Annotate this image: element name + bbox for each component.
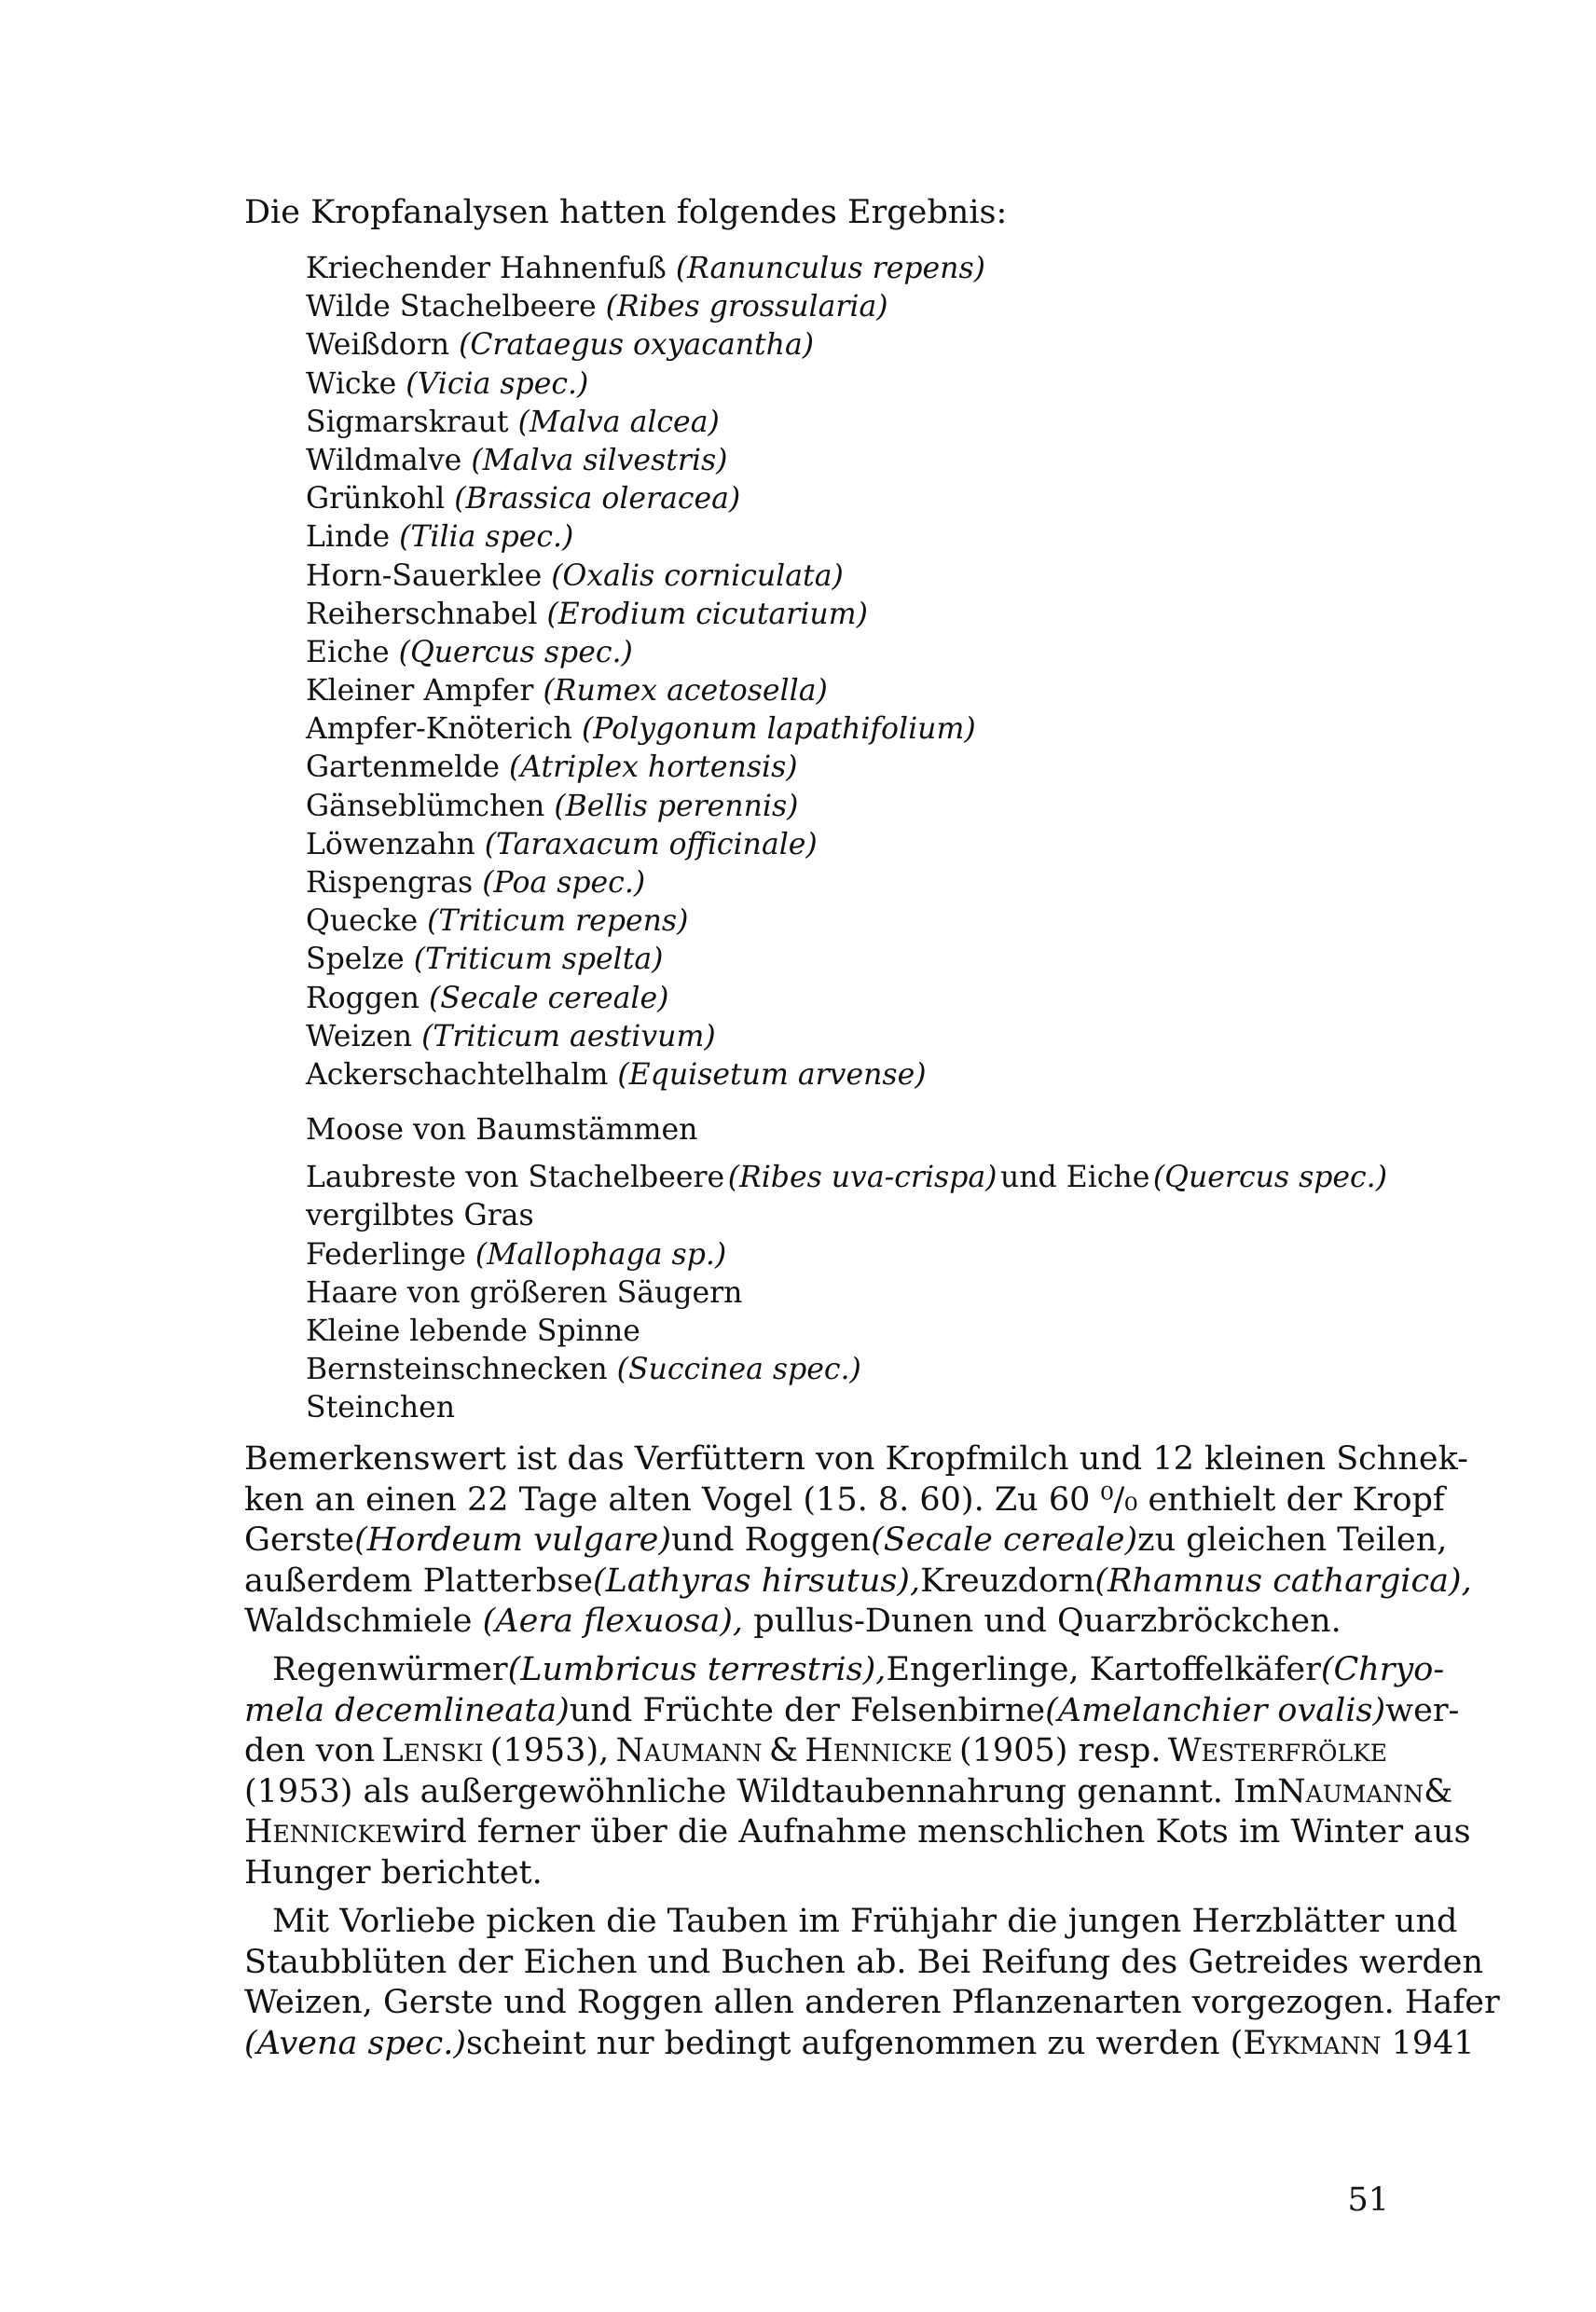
- plant-common-name: Ackerschachtelhalm: [306, 1057, 609, 1092]
- scientific-name: mela decemlineata): [244, 1691, 570, 1729]
- plant-list-item: [306, 288, 985, 326]
- plant-scientific-name: (Secale cereale): [428, 981, 669, 1015]
- plant-list-item: [306, 1018, 985, 1056]
- line-text: zu gleichen Teilen,: [1137, 1521, 1448, 1560]
- scientific-name: (Amelanchier ovalis): [1045, 1691, 1386, 1729]
- author-name: Hennicke: [805, 1732, 953, 1770]
- plant-common-name: Kleiner Ampfer: [306, 674, 534, 709]
- line-text-part: scheint nur bedingt aufgenommen zu werden (: [466, 2024, 1244, 2062]
- plant-common-name: Gänseblümchen: [306, 789, 545, 823]
- item-scientific-name: (Mallophaga sp.): [475, 1237, 727, 1272]
- plant-list-item: [306, 557, 985, 596]
- text-line: [244, 1521, 1448, 1562]
- item-scientific-name: (Quercus spec.): [1152, 1161, 1387, 1195]
- item-text: Federlinge: [306, 1237, 466, 1272]
- plant-scientific-name: (Triticum spelta): [413, 943, 664, 977]
- item-text: Kleine lebende Spinne: [306, 1314, 640, 1348]
- plant-common-name: Sigmarskraut: [306, 405, 509, 439]
- line-text: [466, 2024, 1475, 2065]
- plant-list-item: [306, 365, 985, 404]
- plant-list-item: [306, 749, 985, 787]
- plant-list-item: [306, 596, 985, 634]
- plant-scientific-name: (Equisetum arvense): [617, 1057, 927, 1092]
- item-text: Haare von größeren Säugern: [306, 1275, 743, 1310]
- paragraph-regenwuermer: [244, 1650, 1471, 1894]
- list-item: [306, 1351, 1387, 1389]
- plant-list-item: [306, 902, 985, 941]
- text-line: [244, 2024, 1475, 2065]
- plant-list-item: [306, 404, 985, 442]
- text-line: [244, 1943, 1484, 1984]
- plant-common-name: Weizen: [306, 1019, 413, 1053]
- text-line: [244, 1812, 1471, 1853]
- plant-common-name: Quecke: [306, 904, 419, 939]
- text-line: [244, 1731, 1387, 1772]
- plant-common-name: Wilde Stachelbeere: [306, 290, 597, 324]
- line-text: außerdem Platterbse: [244, 1562, 593, 1600]
- line-text: und Früchte der Felsenbirne: [569, 1691, 1046, 1729]
- plant-scientific-name: (Atriplex hortensis): [509, 750, 798, 785]
- line-text: Kreuzdorn: [920, 1562, 1095, 1600]
- plant-common-name: Rispengras: [306, 866, 474, 900]
- plant-common-name: Eiche: [306, 635, 390, 669]
- author-name: Naumann: [615, 1732, 763, 1770]
- plant-list-item: [306, 250, 985, 288]
- list-item: [306, 1236, 1387, 1274]
- text-line: [244, 1853, 1387, 1894]
- plant-scientific-name: (Brassica oleracea): [454, 482, 741, 516]
- plant-list-item: [306, 710, 985, 749]
- other-items-list: [306, 1111, 1387, 1428]
- line-text: Gerste: [244, 1521, 355, 1560]
- plant-scientific-name: (Oxalis corniculata): [551, 558, 844, 593]
- plant-scientific-name: (Polygonum lapathifolium): [581, 712, 976, 747]
- scientific-name: (Aera flexuosa),: [482, 1603, 744, 1641]
- plant-common-name: Horn-Sauerklee: [306, 558, 543, 593]
- list-item: [306, 1274, 1387, 1313]
- text-line: [244, 1902, 1458, 1943]
- line-text: Mit Vorliebe picken die Tauben im Frühjahr die jungen Herzblätter und: [272, 1903, 1458, 1940]
- plant-common-name: Gartenmelde: [306, 750, 500, 785]
- list-item: [306, 1111, 1387, 1149]
- line-text: Waldschmiele: [244, 1603, 473, 1641]
- text-line: [244, 1650, 1445, 1691]
- author-name: Westerfrölke: [1167, 1732, 1387, 1770]
- author-name: Naumann: [1277, 1772, 1424, 1810]
- line-text: ken an einen 22 Tage alten Vogel (15. 8. 60). Zu 60 ⁰/₀ enthielt der Kropf: [244, 1480, 1445, 1519]
- item-text: Laubreste von Stachelbeere: [306, 1161, 725, 1195]
- paragraph-vorliebe: [244, 1902, 1500, 2064]
- line-text: pullus-Dunen und Quarzbröckchen.: [753, 1603, 1341, 1641]
- scientific-name: (Rhamnus cathargica),: [1094, 1562, 1472, 1600]
- scientific-name: (Chryo-: [1320, 1651, 1445, 1688]
- plant-common-name: Löwenzahn: [306, 827, 475, 861]
- line-text: den von: [244, 1732, 376, 1770]
- author-name: Lenski: [381, 1732, 484, 1770]
- plant-list-item: [306, 1056, 985, 1094]
- scientific-name: (Lumbricus terrestris),: [507, 1651, 887, 1688]
- plant-list-item: [306, 326, 985, 365]
- scientific-name: (Lathyras hirsutus),: [592, 1562, 921, 1600]
- line-text: Bemerkenswert ist das Verfüttern von Kropfmilch und 12 kleinen Schnek-: [244, 1440, 1468, 1478]
- line-text: Staubblüten der Eichen und Buchen ab. Bei Reifung des Getreides werden: [244, 1943, 1484, 1981]
- plant-list-item: [306, 788, 985, 826]
- plant-scientific-name: (Quercus spec.): [398, 635, 633, 669]
- plant-list-item: [306, 442, 985, 480]
- plant-scientific-name: (Crataegus oxyacantha): [459, 328, 815, 363]
- plant-scientific-name: (Tilia spec.): [399, 520, 574, 555]
- page-number: 51: [1347, 2181, 1389, 2219]
- scientific-name: (Hordeum vulgare): [354, 1521, 671, 1560]
- plant-scientific-name: (Erodium cicutarium): [546, 597, 868, 631]
- author-name: Hennicke: [244, 1813, 392, 1851]
- line-text: (1905) resp.: [959, 1732, 1162, 1770]
- plant-list-item: [306, 980, 985, 1018]
- text-line: [244, 1439, 1468, 1480]
- plant-common-name: Grünkohl: [306, 482, 446, 516]
- line-text: (1953) als außergewöhnliche Wildtaubennahrung genannt. Im: [244, 1772, 1278, 1810]
- scientific-name: (Avena spec.): [244, 2024, 466, 2062]
- item-text: vergilbtes Gras: [306, 1199, 534, 1233]
- line-text: wer-: [1385, 1691, 1460, 1729]
- item-scientific-name: (Ribes uva-crispa): [727, 1161, 998, 1195]
- line-text: (1953),: [489, 1732, 610, 1770]
- scientific-name: (Secale cereale): [871, 1521, 1138, 1560]
- plant-list-item: [306, 518, 985, 557]
- text-line: [244, 1480, 1445, 1521]
- plant-common-name: Linde: [306, 520, 391, 555]
- plant-common-name: Weißdorn: [306, 328, 450, 363]
- plant-scientific-name: (Ribes grossularia): [605, 290, 888, 324]
- list-item: [306, 1389, 1387, 1427]
- plant-scientific-name: (Malva alcea): [517, 405, 720, 439]
- text-line: [244, 1562, 1472, 1603]
- plant-list-item: [306, 672, 985, 710]
- line-text: wird ferner über die Aufnahme menschlichen Kots im Winter aus: [392, 1813, 1471, 1851]
- line-text: &: [1424, 1772, 1453, 1810]
- plant-scientific-name: (Triticum repens): [427, 904, 689, 939]
- plant-scientific-name: (Bellis perennis): [554, 789, 799, 823]
- plant-scientific-name: (Poa spec.): [482, 866, 646, 900]
- line-text: &: [768, 1732, 799, 1770]
- author-name: Eykmann: [1243, 2024, 1382, 2062]
- intro-sentence: Die Kropfanalysen hatten folgendes Ergebnis:: [244, 194, 1008, 231]
- text-line: [244, 1983, 1500, 2024]
- line-text: Regenwürmer: [272, 1651, 508, 1688]
- item-text: Moose von Baumstämmen: [306, 1113, 698, 1147]
- plant-common-name: Wicke: [306, 366, 397, 401]
- text-line: [244, 1602, 1387, 1643]
- line-text: Weizen, Gerste und Roggen allen anderen Pflanzenarten vorgezogen. Hafer: [244, 1984, 1500, 2022]
- paragraph-kropfmilch: [244, 1439, 1472, 1643]
- list-item: [306, 1313, 1387, 1351]
- plant-scientific-name: (Triticum aestivum): [421, 1019, 716, 1053]
- item-text: und Eiche: [999, 1161, 1150, 1195]
- plant-common-name: Wildmalve: [306, 443, 462, 477]
- plant-common-name: Ampfer-Knöterich: [306, 712, 572, 747]
- plant-scientific-name: (Rumex acetosella): [543, 674, 828, 709]
- line-text: und Roggen: [671, 1521, 872, 1560]
- plant-common-name: Spelze: [306, 943, 405, 977]
- plant-list-item: [306, 864, 985, 902]
- plant-list-item: [306, 480, 985, 518]
- plant-scientific-name: (Ranunculus repens): [675, 252, 985, 285]
- plant-list: [306, 250, 985, 1104]
- line-text: Hunger berichtet.: [244, 1853, 543, 1892]
- list-item: [306, 1159, 1387, 1197]
- item-text: Bernsteinschnecken: [306, 1353, 608, 1387]
- plant-scientific-name: (Vicia spec.): [406, 366, 589, 401]
- text-line: [244, 1691, 1460, 1732]
- item-scientific-name: (Succinea spec.): [616, 1353, 861, 1387]
- plant-list-item: [306, 941, 985, 979]
- plant-list-item: [306, 826, 985, 864]
- line-text: Engerlinge, Kartoffelkäfer: [886, 1651, 1321, 1688]
- list-item: [306, 1197, 1387, 1235]
- plant-list-item: [306, 634, 985, 672]
- plant-scientific-name: (Malva silvestris): [471, 443, 728, 477]
- plant-common-name: Kriechender Hahnenfuß: [306, 252, 667, 285]
- item-text: Steinchen: [306, 1391, 456, 1425]
- year: 1941: [1391, 2024, 1475, 2062]
- plant-common-name: Reiherschnabel: [306, 597, 538, 631]
- plant-scientific-name: (Taraxacum officinale): [484, 827, 818, 861]
- plant-common-name: Roggen: [306, 981, 420, 1015]
- text-line: [244, 1772, 1453, 1813]
